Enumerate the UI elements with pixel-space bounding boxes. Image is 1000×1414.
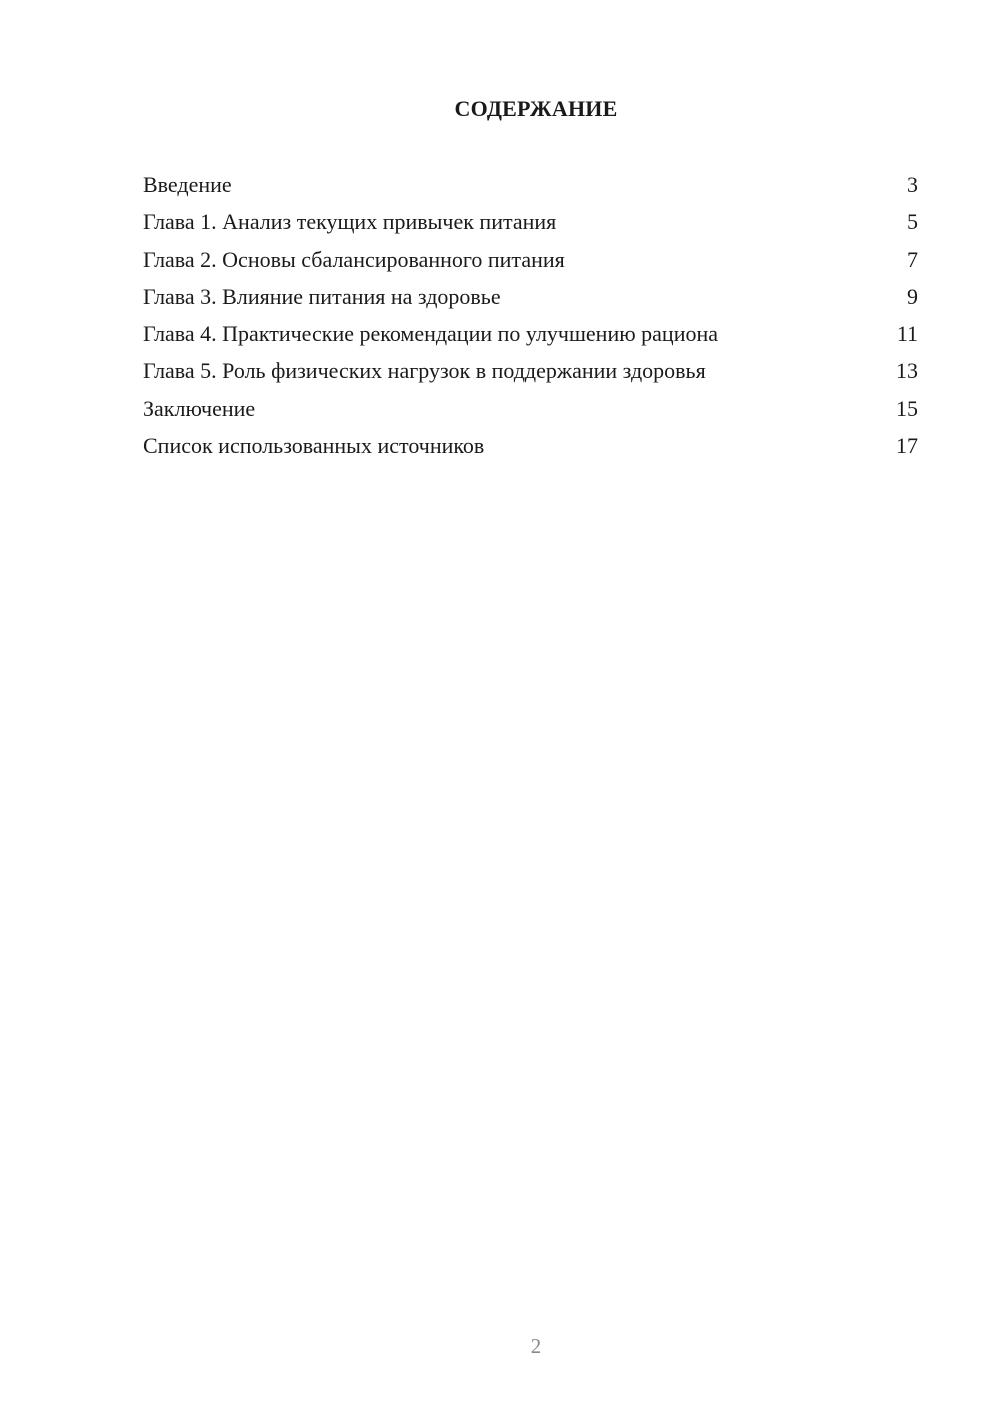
page-number: 2 bbox=[530, 1334, 542, 1358]
toc-entry bbox=[143, 394, 918, 431]
toc-entry-label: Введение bbox=[143, 172, 232, 197]
toc-entry-page: 13 bbox=[896, 358, 918, 384]
toc-entry-page: 7 bbox=[907, 246, 918, 272]
toc-entry bbox=[143, 431, 918, 468]
toc-entry bbox=[143, 282, 918, 319]
table-of-contents bbox=[143, 170, 918, 468]
toc-entry-label: Глава 2. Основы сбалансированного питания bbox=[143, 246, 565, 272]
toc-entry-page: 17 bbox=[896, 433, 918, 459]
toc-entry-page: 3 bbox=[907, 172, 918, 197]
toc-entry-label: Глава 4. Практические рекомендации по улучшению рациона bbox=[143, 321, 719, 347]
toc-entry-page: 9 bbox=[907, 283, 918, 309]
toc-entry-label: Глава 5. Роль физических нагрузок в поддержании здоровья bbox=[143, 358, 706, 384]
toc-entry-label: Глава 1. Анализ текущих привычек питания bbox=[143, 209, 557, 235]
toc-entry bbox=[143, 207, 918, 244]
toc-entry bbox=[143, 170, 918, 207]
page-title: СОДЕРЖАНИЕ bbox=[454, 96, 618, 121]
toc-entry-label: Список использованных источников bbox=[143, 433, 485, 459]
toc-entry-label: Глава 3. Влияние питания на здоровье bbox=[143, 283, 501, 309]
toc-entry bbox=[143, 356, 918, 393]
toc-entry-label: Заключение bbox=[143, 395, 256, 421]
toc-entry-page: 11 bbox=[896, 321, 918, 347]
toc-entry bbox=[143, 245, 918, 282]
toc-entry-page: 5 bbox=[907, 209, 918, 235]
toc-entry-page: 15 bbox=[896, 395, 918, 421]
toc-entry bbox=[143, 319, 918, 356]
